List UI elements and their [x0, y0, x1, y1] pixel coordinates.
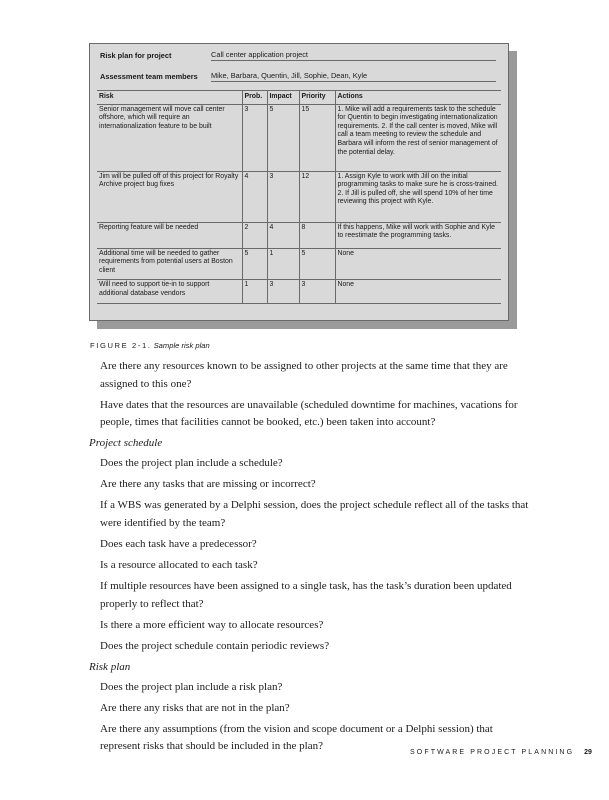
table-row: [97, 171, 501, 222]
paragraph: Does each task have a predecessor?: [100, 537, 257, 550]
col-actions: Actions: [335, 91, 501, 105]
project-name: Call center application project: [211, 50, 496, 61]
paragraph: Is a resource allocated to each task?: [100, 558, 258, 571]
risk-table: [97, 90, 501, 304]
paragraph: Does the project plan include a risk plan?: [100, 680, 283, 693]
paragraph: Are there any resources known to be assigned to other projects at the same time that they are assigned to this one?: [100, 360, 508, 390]
paragraph: Are there any risks that are not in the plan?: [100, 701, 290, 714]
actions-cell: 1. Mike will add a requirements task to the schedule for Quentin to begin investigating internationalization requirements. 2. If the call center is moved, Mike will call a team meeting to review the schedule and Barbara will inform the rest of senior management of the potential delay.: [335, 104, 501, 171]
table-row: [97, 104, 501, 171]
risk-cell: Additional time will be needed to gather requirements from potential users at Boston client: [97, 248, 242, 280]
priority-cell: 3: [299, 280, 335, 304]
priority-cell: 12: [299, 171, 335, 222]
caption-text: Sample risk plan: [153, 341, 210, 350]
body-text: [89, 358, 529, 759]
subheading-project-schedule: Project schedule: [89, 437, 163, 450]
caption-label: FIGURE 2-1.: [90, 341, 152, 350]
paragraph: Does the project plan include a schedule?: [100, 456, 283, 469]
impact-cell: 3: [267, 171, 299, 222]
project-row: [90, 50, 518, 61]
figure-caption: [90, 341, 210, 350]
risk-cell: Jim will be pulled off of this project for Royalty Archive project bug fixes: [97, 171, 242, 222]
impact-cell: 1: [267, 248, 299, 280]
paragraph: If a WBS was generated by a Delphi session, does the project schedule reflect all of the tasks that were identified by the team?: [100, 499, 529, 529]
table-row: [97, 248, 501, 280]
col-priority: Priority: [299, 91, 335, 105]
paragraph: Is there a more efficient way to allocate resources?: [100, 618, 324, 631]
prob-cell: 3: [242, 104, 267, 171]
priority-cell: 5: [299, 248, 335, 280]
actions-cell: None: [335, 248, 501, 280]
impact-cell: 5: [267, 104, 299, 171]
actions-cell: None: [335, 280, 501, 304]
col-risk: Risk: [97, 91, 242, 105]
risk-cell: Will need to support tie-in to support additional database vendors: [97, 280, 242, 304]
paragraph: Are there any tasks that are missing or incorrect?: [100, 478, 316, 491]
risk-plan-form: [89, 43, 509, 321]
risk-cell: Senior management will move call center offshore, which will require an internationalization feature to be built: [97, 104, 242, 171]
col-prob: Prob.: [242, 91, 267, 105]
priority-cell: 8: [299, 222, 335, 248]
paragraph: Have dates that the resources are unavailable (scheduled downtime for machines, vacations for people, times that facilities cannot be booked, etc.) been taken into account?: [100, 398, 518, 429]
risk-cell: Reporting feature will be needed: [97, 222, 242, 248]
page-number: 29: [584, 749, 592, 756]
subheading-risk-plan: Risk plan: [89, 660, 131, 673]
impact-cell: 3: [267, 280, 299, 304]
table-row: [97, 222, 501, 248]
team-label: Assessment team members: [100, 72, 198, 81]
team-row: [90, 71, 518, 82]
risk-plan-figure: [89, 43, 509, 321]
project-label: Risk plan for project: [100, 51, 172, 60]
col-impact: Impact: [267, 91, 299, 105]
team-members: Mike, Barbara, Quentin, Jill, Sophie, Dean, Kyle: [211, 71, 496, 82]
prob-cell: 2: [242, 222, 267, 248]
paragraph: If multiple resources have been assigned to a single task, has the task’s duration been updated properly to reflect that?: [100, 580, 512, 610]
prob-cell: 4: [242, 171, 267, 222]
running-title: SOFTWARE PROJECT PLANNING: [410, 749, 575, 756]
prob-cell: 5: [242, 248, 267, 280]
impact-cell: 4: [267, 222, 299, 248]
actions-cell: If this happens, Mike will work with Sophie and Kyle to reestimate the programming tasks.: [335, 222, 501, 248]
risk-table-header: [97, 91, 501, 105]
actions-cell: 1. Assign Kyle to work with Jill on the initial programming tasks to make sure he is cross-trained. 2. If Jill is pulled off, she will spend 10% of her time reviewing this project with Kyle.: [335, 171, 501, 222]
page-footer: [410, 749, 592, 756]
paragraph: Are there any assumptions (from the vision and scope document or a Delphi session) that represent risks that should be included in the plan?: [100, 722, 493, 753]
table-row: [97, 280, 501, 304]
paragraph: Does the project schedule contain periodic reviews?: [100, 639, 330, 652]
prob-cell: 1: [242, 280, 267, 304]
priority-cell: 15: [299, 104, 335, 171]
